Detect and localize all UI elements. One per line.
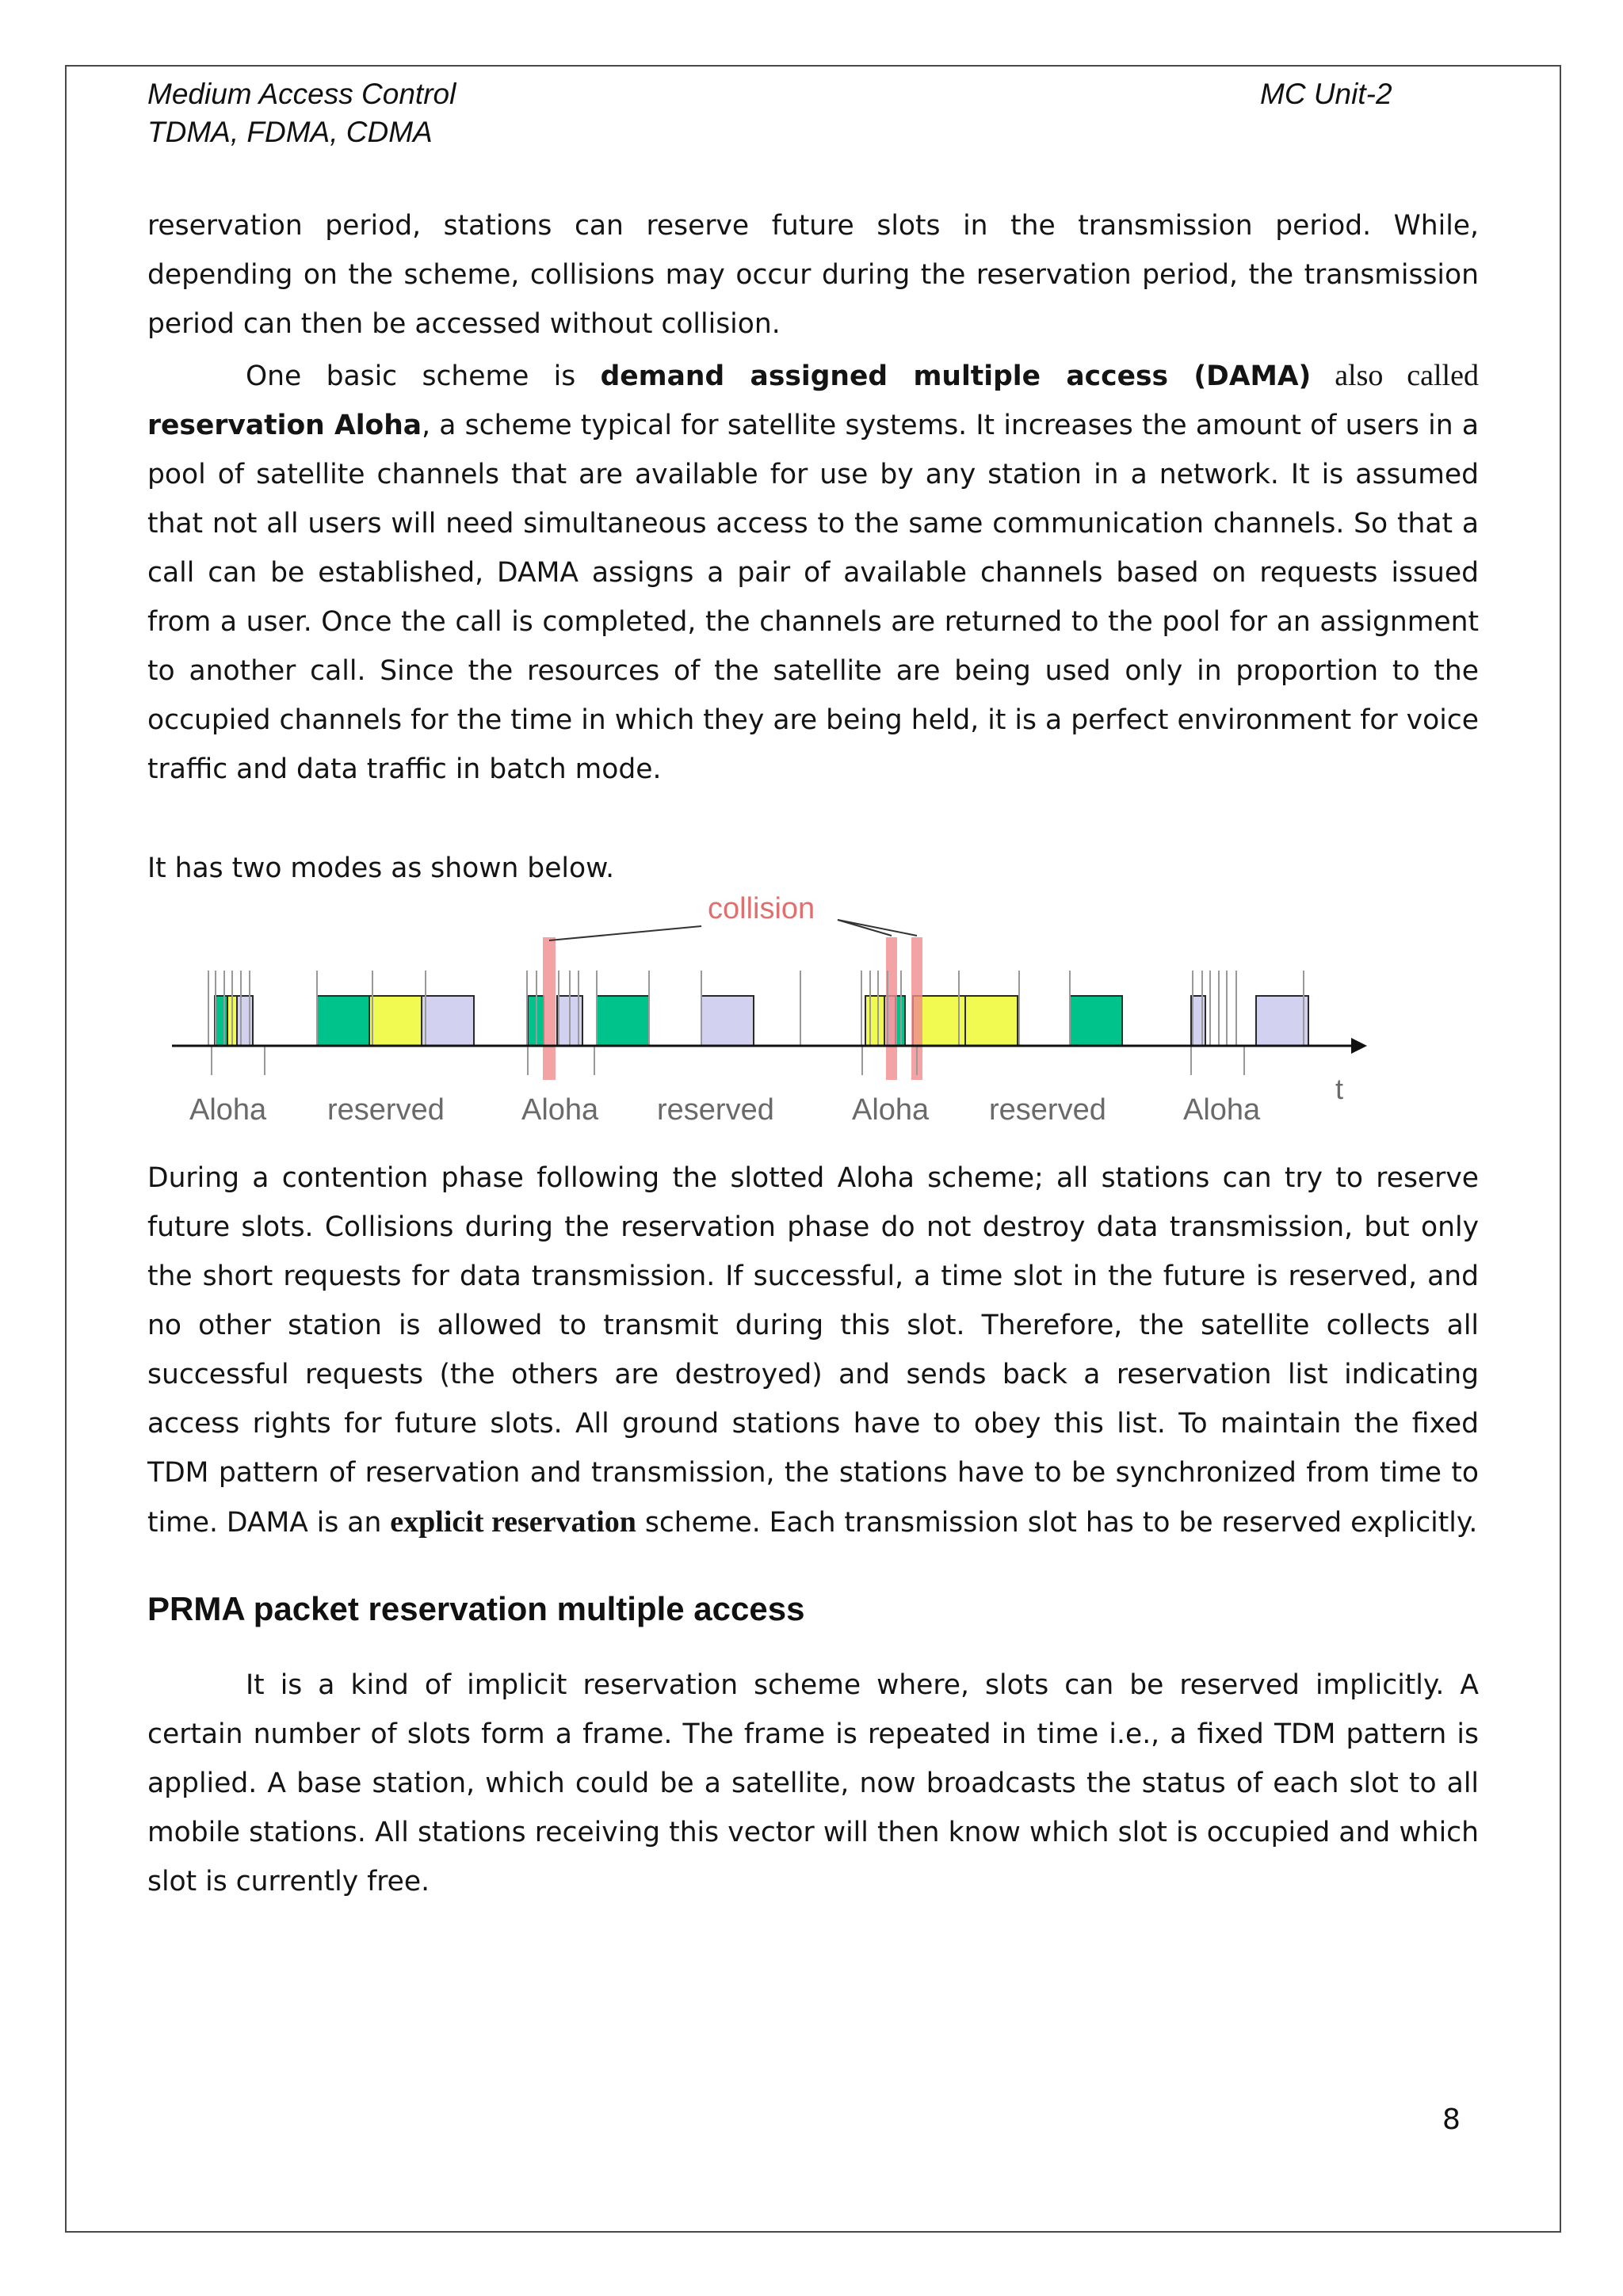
slot-yellow bbox=[369, 996, 422, 1046]
header-title: Medium Access Control bbox=[147, 78, 456, 110]
section-heading-prma: PRMA packet reservation multiple access bbox=[147, 1590, 805, 1627]
phase-label-reserved: reserved bbox=[657, 1093, 774, 1127]
slot-yellow bbox=[965, 996, 1018, 1046]
phase-label-aloha: Aloha bbox=[521, 1093, 599, 1127]
phase-label-reserved: reserved bbox=[327, 1093, 445, 1127]
slot-green bbox=[317, 996, 369, 1046]
slot-yellow bbox=[865, 996, 884, 1046]
slot-lavender bbox=[422, 996, 474, 1046]
collision-bar bbox=[543, 937, 556, 1080]
reservation-aloha-diagram bbox=[162, 891, 1399, 1145]
slot-green bbox=[1070, 996, 1122, 1046]
phase-label-reserved: reserved bbox=[989, 1093, 1106, 1127]
header-subtitle: TDMA, FDMA, CDMA bbox=[147, 116, 433, 148]
paragraph-contention-phase: During a contention phase following the slotted Aloha scheme; all stations can try to reserve future slots. Collisions during the reservation phase do not destroy data transmission, but only the short requests for data transmission. If successful, a time slot in the future is reserved, and no other station is allowed to transmit during this slot. Therefore, the satellite collects all successful requests (the others are destroyed) and sends back a reservation list indicating access rights for future slots. All ground stations have to obey this list. To maintain the fixed TDM pattern of reservation and transmission, the stations have to be synchronized from time to time. DAMA is an explicit reservation scheme. Each transmission slot has to be reserved explicitly. bbox=[147, 1162, 1479, 1539]
slot-lavender bbox=[1256, 996, 1308, 1046]
paragraph-dama: One basic scheme is demand assigned multiple access (DAMA) also called reservation Aloha, a scheme typical for satellite systems. It increases the amount of users in a pool of satellite channels that are available for use by any station in a network. It is assumed that not all users will need simultaneous access to the same communication channels. So that a call can be established, DAMA assigns a pair of available channels based on requests issued from a user. Once the call is completed, the channels are returned to the pool for an assignment to another call. Since the resources of the satellite are being used only in proportion to the occupied channels for the time in which they are being held, it is a perfect environment for voice traffic and data traffic in batch mode. bbox=[147, 359, 1479, 785]
time-label: t bbox=[1335, 1073, 1344, 1105]
phase-label-aloha: Aloha bbox=[189, 1093, 267, 1127]
paragraph-prma: It is a kind of implicit reservation scheme where, slots can be reserved implicitly. A certain number of slots form a frame. The frame is repeated in time i.e., a fixed TDM pattern is applied. A base station, which could be a satellite, now broadcasts the status of each slot to all mobile stations. All stations receiving this vector will then know which slot is occupied and which slot is currently free. bbox=[147, 1669, 1479, 1897]
paragraph-two-modes: It has two modes as shown below. bbox=[147, 852, 615, 884]
slot-lavender bbox=[701, 996, 754, 1046]
header-unit: MC Unit-2 bbox=[1260, 78, 1392, 110]
page-number: 8 bbox=[1442, 2103, 1461, 2136]
collision-label: collision bbox=[708, 892, 815, 925]
time-axis-arrow bbox=[1351, 1038, 1367, 1054]
slot-green bbox=[215, 996, 227, 1046]
phase-label-aloha: Aloha bbox=[1183, 1093, 1261, 1127]
phase-label-aloha: Aloha bbox=[852, 1093, 930, 1127]
collision-pointer bbox=[549, 926, 701, 940]
collision-pointer bbox=[838, 920, 917, 936]
slot-green bbox=[597, 996, 649, 1046]
paragraph-reservation-period: reservation period, stations can reserve future slots in the transmission period. While, depending on the scheme, collisions may occur during the reservation period, the transmission period can then be accessed without collision. bbox=[147, 210, 1479, 340]
